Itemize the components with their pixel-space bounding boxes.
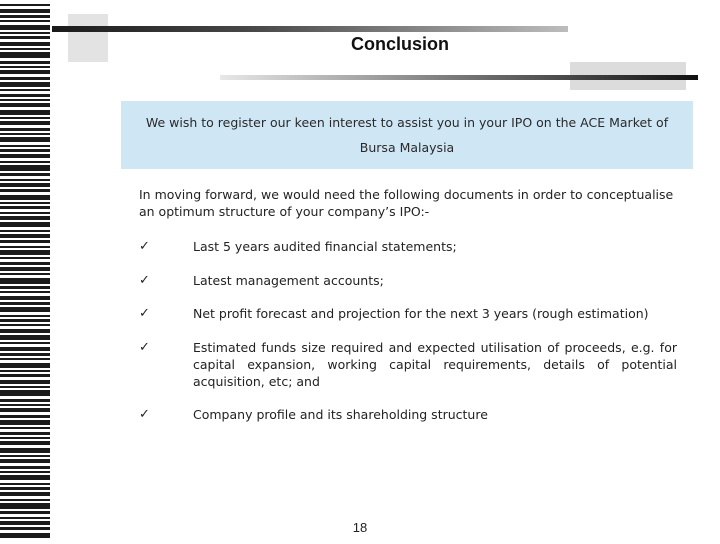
decorative-stripe <box>0 427 50 429</box>
decorative-stripe <box>0 499 50 501</box>
check-mark-icon: ✓ <box>139 340 150 355</box>
decorative-stripe <box>0 195 50 200</box>
decorative-stripe <box>0 165 50 171</box>
decorative-stripe <box>0 173 50 176</box>
decorative-stripe <box>0 52 50 58</box>
decorative-stripe <box>0 20 50 22</box>
decorative-stripe <box>0 179 50 181</box>
decorative-stripe <box>0 234 50 238</box>
check-mark-icon: ✓ <box>139 239 150 254</box>
decorative-stripe <box>0 94 50 97</box>
decorative-stripe <box>0 286 50 289</box>
decorative-stripe <box>0 296 50 300</box>
decorative-stripe <box>0 15 50 18</box>
decorative-stripe <box>0 448 50 453</box>
decorative-stripe <box>0 99 50 101</box>
decorative-stripe <box>0 161 50 163</box>
decorative-stripe <box>0 475 50 480</box>
decorative-stripe <box>0 103 50 107</box>
slide-title: Conclusion <box>351 34 449 54</box>
decorative-stripe <box>0 240 50 243</box>
decorative-stripe <box>0 61 50 64</box>
decorative-stripe <box>0 347 50 351</box>
decorative-stripe <box>0 262 50 265</box>
decorative-stripe <box>0 521 50 525</box>
decorative-stripe <box>0 32 50 34</box>
decorative-stripe <box>0 222 50 227</box>
decorative-stripe <box>0 380 50 384</box>
decorative-stripe <box>0 386 50 388</box>
decorative-stripe <box>0 517 50 519</box>
decorative-stripe <box>0 66 50 68</box>
decorative-stripe <box>0 137 50 142</box>
decorative-stripe <box>0 250 50 255</box>
decorative-stripe <box>0 42 50 46</box>
decorative-stripe <box>0 117 50 119</box>
decorative-stripe <box>0 492 50 496</box>
decorative-stripe <box>0 230 50 232</box>
decorative-stripe <box>0 89 50 91</box>
decorative-bar-top <box>52 26 568 32</box>
decorative-stripe <box>0 471 50 473</box>
decorative-stripe <box>0 212 50 214</box>
decorative-stripe <box>0 437 50 439</box>
decorative-stripe <box>0 358 50 360</box>
decorative-barcode-stripes <box>0 0 52 540</box>
decorative-stripe <box>0 25 50 30</box>
decorative-stripe <box>0 441 50 445</box>
list-item-text: Last 5 years audited financial statements; <box>193 239 457 254</box>
decorative-stripe <box>0 216 50 220</box>
list-item-text: Company profile and its shareholding structure <box>193 407 488 422</box>
list-item-text: Estimated funds size required and expected utilisation of proceeds, e.g. for capital expansion, working capital requirements, details of potential acquisition, etc; and <box>193 340 677 389</box>
decorative-stripe <box>0 110 50 115</box>
decorative-stripe <box>0 278 50 284</box>
check-mark-icon: ✓ <box>139 306 150 321</box>
decorative-stripe <box>0 374 50 377</box>
list-item-text: Net profit forecast and projection for the next 3 years (rough estimation) <box>193 306 649 321</box>
decorative-stripe <box>0 70 50 74</box>
decorative-stripe <box>0 257 50 259</box>
decorative-stripe <box>0 133 50 135</box>
decorative-stripe <box>0 408 50 412</box>
check-mark-icon: ✓ <box>139 407 150 422</box>
decorative-stripe <box>0 183 50 187</box>
check-mark-icon: ✓ <box>139 273 150 288</box>
decorative-stripe <box>0 121 50 125</box>
decorative-stripe <box>0 459 50 463</box>
decorative-stripe <box>0 273 50 275</box>
decorative-stripe <box>0 82 50 87</box>
decorative-stripe <box>0 291 50 293</box>
decorative-stripe <box>0 4 50 6</box>
highlight-message <box>121 110 693 160</box>
decorative-stripe <box>0 370 50 372</box>
decorative-stripe <box>0 246 50 248</box>
decorative-stripe <box>0 420 50 425</box>
decorative-stripe <box>0 390 50 396</box>
decorative-stripe <box>0 36 50 39</box>
decorative-stripe <box>0 202 50 204</box>
decorative-stripe <box>0 324 50 326</box>
decorative-stripe <box>0 466 50 469</box>
decorative-stripe <box>0 154 50 158</box>
decorative-stripe <box>0 267 50 271</box>
intro-paragraph: In moving forward, we would need the following documents in order to conceptualise an optimum structure of your company’s IPO:- <box>139 187 674 219</box>
decorative-stripe <box>0 335 50 340</box>
decorative-stripe <box>0 149 50 152</box>
decorative-stripe <box>0 415 50 418</box>
decorative-stripe <box>0 77 50 80</box>
decorative-stripe <box>0 503 50 509</box>
decorative-stripe <box>0 511 50 514</box>
decorative-stripe <box>0 315 50 317</box>
decorative-stripe <box>0 432 50 435</box>
decorative-square-top <box>68 14 108 62</box>
decorative-stripe <box>0 189 50 192</box>
decorative-stripe <box>0 455 50 457</box>
decorative-stripe <box>0 399 50 402</box>
decorative-stripe <box>0 363 50 368</box>
decorative-stripe <box>0 9 50 13</box>
decorative-stripe <box>0 145 50 147</box>
decorative-stripe <box>0 307 50 312</box>
decorative-stripe <box>0 302 50 305</box>
decorative-stripe <box>0 533 50 538</box>
decorative-stripe <box>0 48 50 50</box>
decorative-stripe <box>0 353 50 356</box>
highlight-line-2: Bursa Malaysia <box>359 140 455 155</box>
decorative-stripe <box>0 329 50 333</box>
decorative-stripe <box>0 342 50 344</box>
highlight-line-1: We wish to register our keen interest to assist you in your IPO on the ACE Market of <box>145 115 669 130</box>
list-item-text: Latest management accounts; <box>193 273 384 288</box>
decorative-bar-mid <box>220 75 698 80</box>
decorative-stripe <box>0 206 50 209</box>
decorative-stripe <box>0 527 50 530</box>
decorative-stripe <box>0 128 50 131</box>
decorative-stripe <box>0 483 50 485</box>
decorative-stripe <box>0 404 50 406</box>
page-number: 18 <box>352 520 368 535</box>
decorative-stripe <box>0 487 50 490</box>
decorative-stripe <box>0 319 50 322</box>
